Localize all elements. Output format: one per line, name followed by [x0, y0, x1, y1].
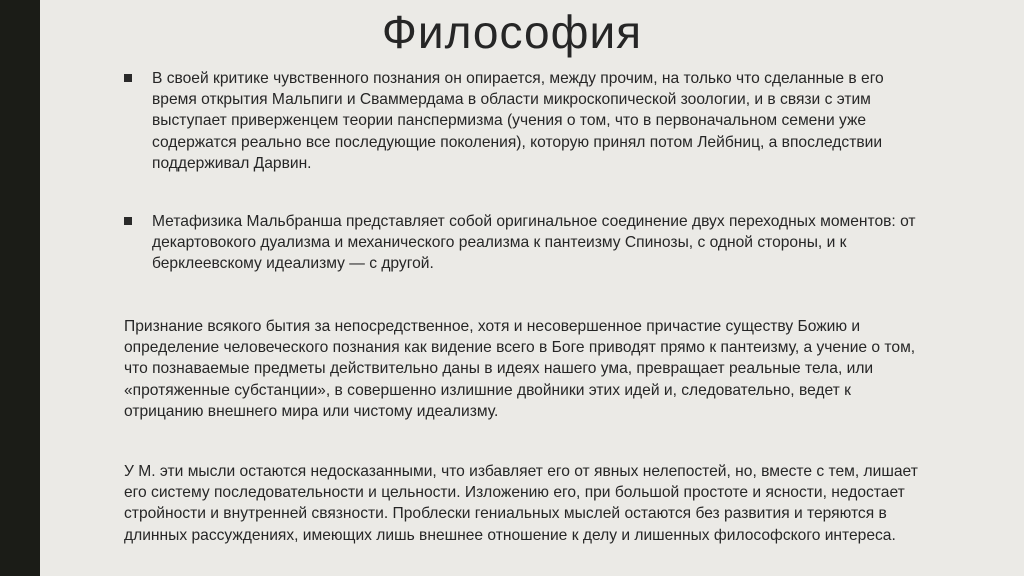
bullet-text: Метафизика Мальбранша представляет собой оригинальное соединение двух переходных моментов: от декартовокого дуализма и механического реализма к пантеизму Спинозы, с одной стороны, и к берклеевскому идеализму — с другой. — [152, 213, 916, 273]
body-paragraph: У М. эти мысли остаются недосказанными, что избавляет его от явных нелепостей, но, вместе с тем, лишает его систему последовательности и цельности. Изложению его, при большой простоте и ясности, недостает стройности и внутренней связности. Проблески гениальных мыслей остаются без развития и теряются в длинных рассуждениях, имеющих лишь внешнее отношение к делу и лишенных философского интереса. — [124, 463, 918, 544]
square-bullet-icon — [124, 217, 132, 225]
slide-title: Философия — [381, 6, 643, 58]
square-bullet-icon — [124, 74, 132, 82]
slide-content — [124, 0, 924, 576]
left-accent-bar — [0, 0, 40, 576]
body-paragraph: Признание всякого бытия за непосредственное, хотя и несовершенное причастие существу Божию и определение человеческого познания как видение всего в Боге приводят прямо к пантеизму, а учение о том, что познаваемые предметы действительно даны в идеях нашего ума, превращает реальные тела, или «протяженные субстанции», в совершенно излишние двойники этих идей и, следовательно, ведет к отрицанию внешнего мира или чистому идеализму. — [124, 318, 916, 420]
bullet-text: В своей критике чувственного познания он опирается, между прочим, на только что сделанные в его время открытия Мальпиги и Сваммердама в области микроскопической зоологии, и в связи с этим выступает приверженцем теории панспермизма (учения о том, что в первоначальном семени уже содержатся реально все последующие поколения), которую принял потом Лейбниц, а впоследствии поддерживал Дарвин. — [152, 70, 884, 172]
